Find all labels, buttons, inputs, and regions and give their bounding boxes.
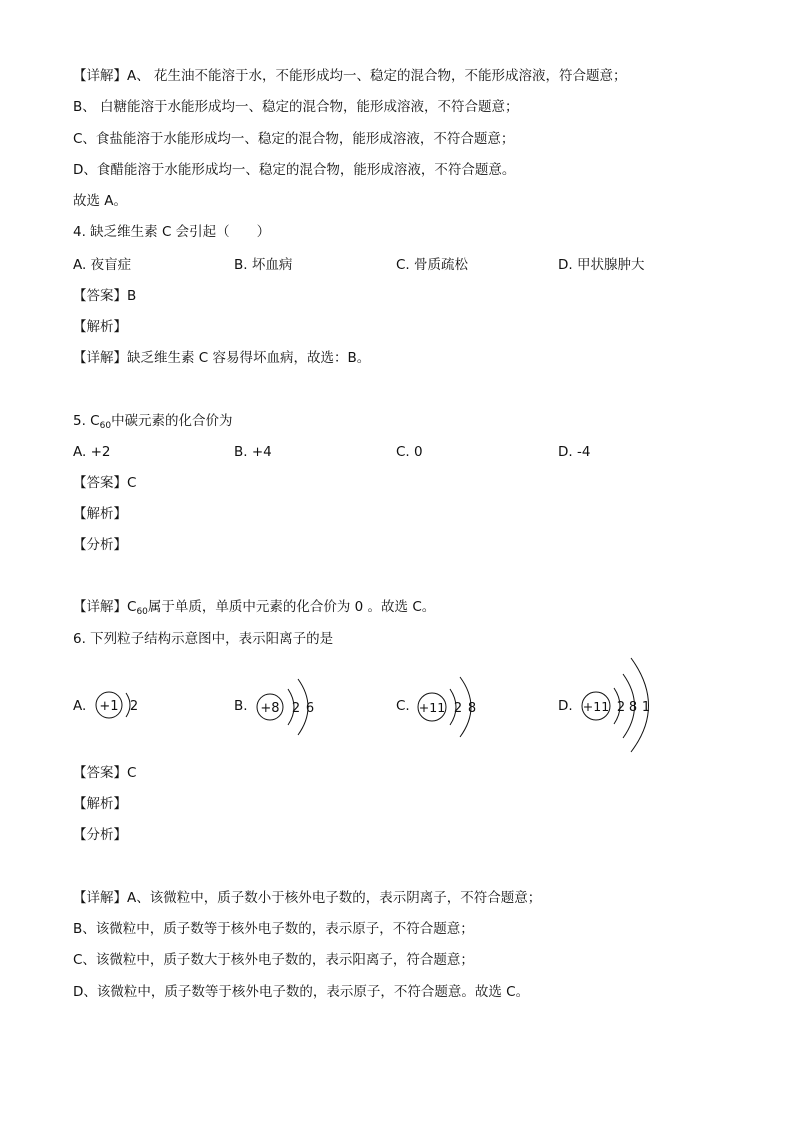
q6-option-b-label: B. [234, 698, 248, 714]
q6-option-c-diagram [414, 665, 494, 745]
q3-detail-d: D、食醋能溶于水能形成均一、稳定的混合物，能形成溶液，不符合题意。 [73, 162, 516, 178]
q5-fenxi: 【分析】 [73, 537, 127, 553]
q5-question [73, 412, 233, 435]
q5-question-prefix: 5. C [73, 413, 100, 429]
q5-question-subscript: 60 [99, 421, 112, 431]
q6-option-b-shell-2: 6 [305, 701, 315, 716]
q4-option-b: B. 坏血病 [234, 257, 293, 273]
q6-option-d-label: D. [558, 698, 573, 714]
q6-option-c-shell-2: 8 [467, 701, 477, 716]
q6-option-a-diagram [88, 680, 158, 730]
q5-question-suffix: 中碳元素的化合价为 [111, 413, 233, 429]
q6-answer: 【答案】C [73, 765, 137, 781]
q6-analysis: 【解析】 [73, 796, 127, 812]
q6-detail-d: D、该微粒中，质子数等于核外电子数的，表示原子，不符合题意。故选 C。 [73, 984, 530, 1000]
q6-fenxi: 【分析】 [73, 827, 127, 843]
q6-option-c-shell-1: 2 [453, 701, 463, 716]
q3-detail-b: B、 白糖能溶于水能形成均一、稳定的混合物，能形成溶液，不符合题意； [73, 99, 519, 115]
q6-option-a-label: A. [73, 698, 87, 714]
q6-option-d-shell-2: 8 [628, 700, 638, 715]
q4-analysis: 【解析】 [73, 319, 127, 335]
q6-option-c-nucleus: +11 [418, 700, 446, 715]
q5-option-c: C. 0 [396, 444, 423, 460]
q3-choice: 故选 A。 [73, 193, 128, 209]
q6-detail-b: B、该微粒中，质子数等于核外电子数的，表示原子，不符合题意； [73, 921, 474, 937]
q6-option-d-nucleus: +11 [582, 699, 610, 714]
q4-detail: 【详解】缺乏维生素 C 容易得坏血病，故选：B。 [73, 350, 371, 366]
q6-option-a-shell-1: 2 [129, 699, 139, 714]
q6-option-c-label: C. [396, 698, 410, 714]
q5-detail-prefix: 【详解】C [73, 599, 137, 615]
q5-detail-subscript: 60 [136, 607, 148, 617]
q4-option-d: D. 甲状腺肿大 [558, 257, 645, 273]
q4-answer: 【答案】B [73, 288, 137, 304]
q6-option-d-shell-1: 2 [616, 700, 626, 715]
q5-option-d: D. -4 [558, 444, 591, 460]
q6-option-b-diagram [252, 665, 332, 745]
q3-detail-c: C、食盐能溶于水能形成均一、稳定的混合物，能形成溶液，不符合题意； [73, 131, 515, 147]
q5-option-b: B. +4 [234, 444, 272, 460]
q6-option-d-shell-3: 1 [641, 700, 651, 715]
q5-analysis: 【解析】 [73, 506, 127, 522]
q4-question: 4. 缺乏维生素 C 会引起（ ） [73, 224, 271, 240]
q6-detail-a: 【详解】A、该微粒中，质子数小于核外电子数的，表示阴离子，不符合题意； [73, 890, 542, 906]
q6-option-a-nucleus: +1 [99, 699, 119, 714]
q6-option-b-nucleus: +8 [260, 701, 280, 716]
q3-detail-a: 【详解】A、 花生油不能溶于水，不能形成均一、稳定的混合物，不能形成溶液，符合题意； [73, 68, 627, 84]
q4-option-a: A. 夜盲症 [73, 257, 132, 273]
q6-option-d-diagram [576, 652, 666, 756]
q5-option-a: A. +2 [73, 444, 111, 460]
q6-option-b-shell-1: 2 [291, 701, 301, 716]
q5-answer: 【答案】C [73, 475, 137, 491]
q6-detail-c: C、该微粒中，质子数大于核外电子数的，表示阳离子，符合题意； [73, 952, 474, 968]
q4-option-c: C. 骨质疏松 [396, 257, 469, 273]
q5-detail [73, 598, 435, 621]
q6-question: 6. 下列粒子结构示意图中，表示阳离子的是 [73, 631, 334, 647]
q5-detail-suffix: 属于单质，单质中元素的化合价为 0 。故选 C。 [147, 599, 436, 615]
